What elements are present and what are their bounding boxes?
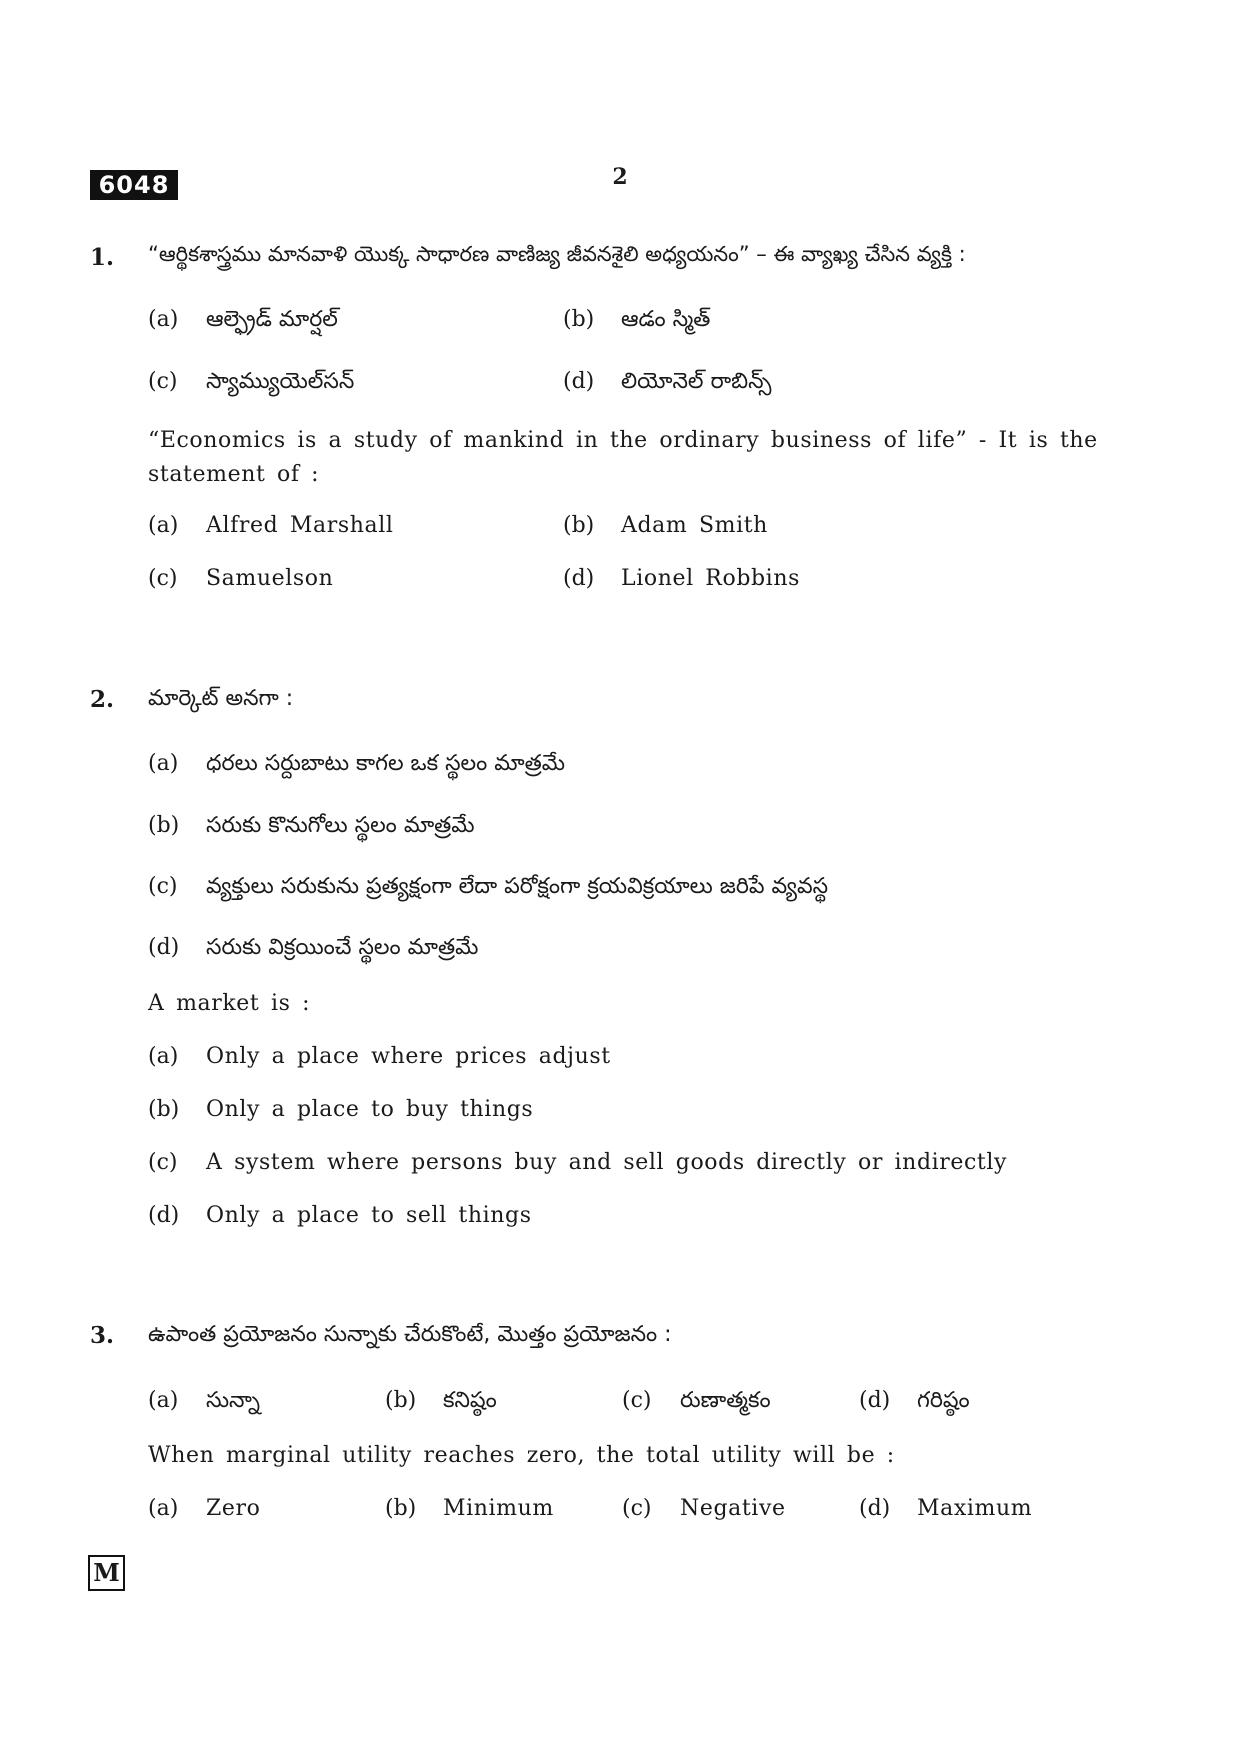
q2-en-option-c: A system where persons buy and sell goods directly or indirectly — [206, 1150, 1008, 1175]
q1-te-option-a-label: (a) — [148, 307, 179, 332]
q2-te-option-a: ధరలు సర్దుబాటు కాగల ఒక స్థలం మాత్రమే — [206, 751, 566, 776]
q2-te-option-c-label: (c) — [148, 874, 178, 899]
q3-te-option-a: సున్నా — [206, 1388, 260, 1413]
q2-en-option-a-label: (a) — [148, 1044, 179, 1069]
question-3-telugu-stem: ఉపాంత ప్రయోజనం సున్నాకు చేరుకొంటే, మొత్తం ప్రయోజనం : — [148, 1322, 672, 1347]
question-3-number: 3. — [90, 1322, 115, 1349]
q1-en-option-d-label: (d) — [563, 566, 595, 591]
q3-te-option-d: గరిష్ఠం — [917, 1388, 970, 1413]
q2-te-option-a-label: (a) — [148, 751, 179, 776]
question-2-english-stem: A market is : — [148, 991, 311, 1016]
q1-en-option-a-label: (a) — [148, 513, 179, 538]
q3-te-option-d-label: (d) — [859, 1388, 891, 1413]
q1-te-option-b-label: (b) — [563, 307, 595, 332]
q2-en-option-d: Only a place to sell things — [206, 1203, 532, 1228]
question-2-number: 2. — [90, 686, 115, 713]
question-2-telugu-stem: మార్కెట్ అనగా : — [148, 686, 294, 711]
q3-te-option-b-label: (b) — [385, 1388, 417, 1413]
question-1-telugu-stem: “ఆర్థికశాస్త్రము మానవాళి యొక్క సాధారణ వాణిజ్య జీవనశైలి అధ్యయనం” – ఈ వ్యాఖ్య చేసిన వ్యక్తి : — [148, 242, 966, 266]
q1-en-option-b: Adam Smith — [621, 513, 768, 538]
q3-en-option-d: Maximum — [917, 1496, 1033, 1521]
q3-te-option-b: కనిష్ఠం — [443, 1388, 497, 1413]
question-1-number: 1. — [90, 244, 115, 271]
paper-code: 6048 — [90, 170, 178, 200]
q2-en-option-a: Only a place where prices adjust — [206, 1044, 611, 1069]
q3-en-option-a: Zero — [206, 1496, 261, 1521]
q3-en-option-a-label: (a) — [148, 1496, 179, 1521]
q2-te-option-d: సరుకు విక్రయించే స్థలం మాత్రమే — [206, 935, 479, 960]
q2-te-option-b: సరుకు కొనుగోలు స్థలం మాత్రమే — [206, 813, 475, 838]
q1-te-option-d: లియోనెల్ రాబిన్స్ — [621, 369, 772, 394]
q3-en-option-b: Minimum — [443, 1496, 554, 1521]
q3-te-option-c: రుణాత్మకం — [680, 1388, 771, 1413]
q2-te-option-b-label: (b) — [148, 813, 180, 838]
footer-mark-box: M — [88, 1555, 125, 1591]
q1-en-option-b-label: (b) — [563, 513, 595, 538]
q1-te-option-d-label: (d) — [563, 369, 595, 394]
q2-en-option-b-label: (b) — [148, 1097, 180, 1122]
question-3-english-stem: When marginal utility reaches zero, the total utility will be : — [148, 1443, 895, 1468]
q3-te-option-c-label: (c) — [622, 1388, 652, 1413]
q1-te-option-b: ఆడం స్మిత్ — [621, 307, 711, 332]
q3-en-option-c-label: (c) — [622, 1496, 652, 1521]
page-number: 2 — [612, 164, 628, 190]
q1-en-option-c: Samuelson — [206, 566, 334, 591]
q3-en-option-b-label: (b) — [385, 1496, 417, 1521]
q1-te-option-c-label: (c) — [148, 369, 178, 394]
q1-en-option-d: Lionel Robbins — [621, 566, 800, 591]
q1-te-option-a: ఆల్ఫ్రెడ్ మార్షల్ — [206, 307, 338, 332]
question-1-english-stem: “Economics is a study of mankind in the ordinary business of life” - It is the statement of : — [148, 428, 1098, 487]
q3-en-option-c: Negative — [680, 1496, 786, 1521]
q3-te-option-a-label: (a) — [148, 1388, 179, 1413]
q2-en-option-c-label: (c) — [148, 1150, 178, 1175]
q3-en-option-d-label: (d) — [859, 1496, 891, 1521]
q2-en-option-b: Only a place to buy things — [206, 1097, 534, 1122]
q1-en-option-c-label: (c) — [148, 566, 178, 591]
q1-en-option-a: Alfred Marshall — [206, 513, 394, 538]
q2-en-option-d-label: (d) — [148, 1203, 180, 1228]
q1-te-option-c: స్యామ్యుయెల్‌సన్ — [206, 369, 355, 394]
q2-te-option-c: వ్యక్తులు సరుకును ప్రత్యక్షంగా లేదా పరోక్షంగా క్రయవిక్రయాలు జరిపే వ్యవస్థ — [206, 874, 829, 899]
q2-te-option-d-label: (d) — [148, 935, 180, 960]
